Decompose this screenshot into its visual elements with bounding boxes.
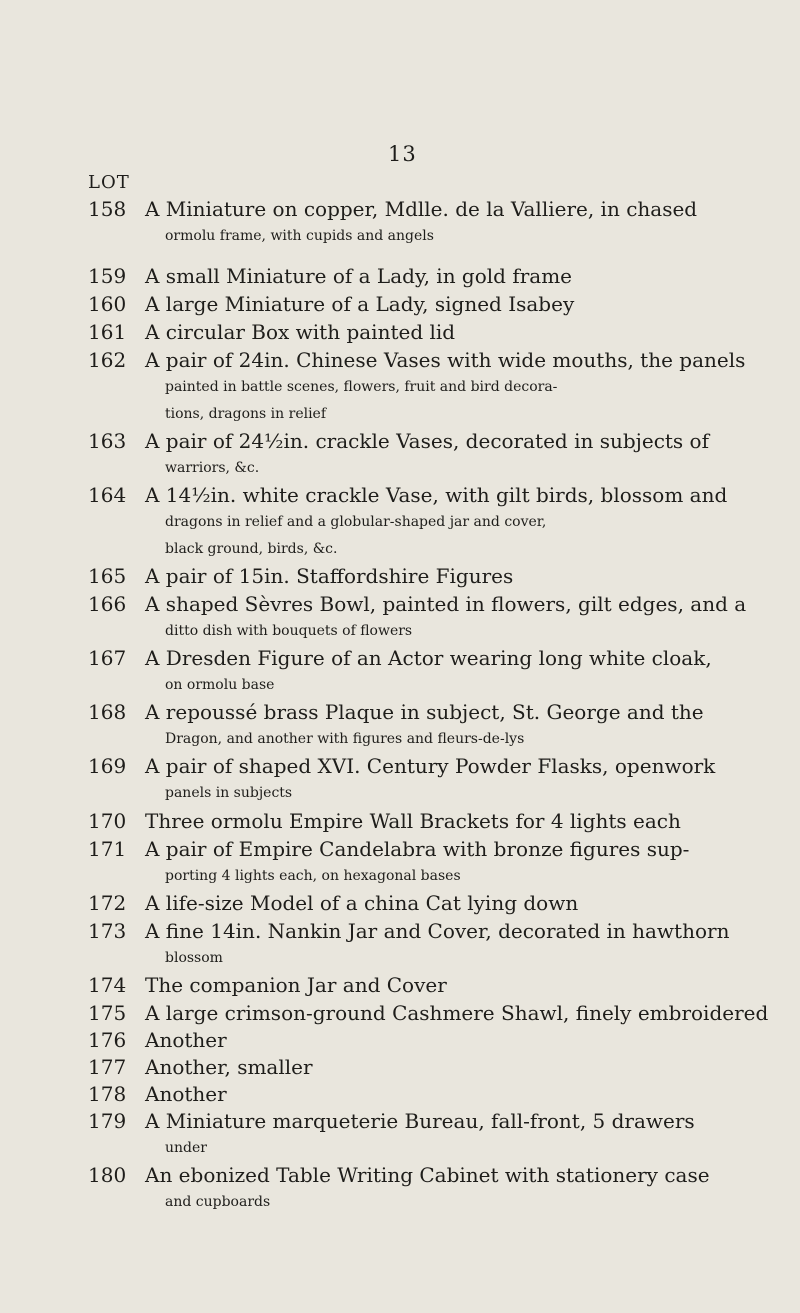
lot-description	[145, 1027, 775, 1054]
lot-number: 161	[88, 320, 127, 344]
lot-description-line: dragons in relief and a globular-shaped jar and cover,	[165, 514, 547, 530]
lot-description-line: A Miniature marqueterie Bureau, fall-front, 5 drawers	[145, 1109, 695, 1133]
lot-number: 164	[88, 483, 127, 507]
lot-number: 174	[88, 973, 127, 997]
lot-description	[145, 347, 775, 428]
lot-number: 160	[88, 292, 127, 316]
page-number: 13	[388, 142, 417, 166]
lot-number: 168	[88, 700, 127, 724]
lot-description-line: The companion Jar and Cover	[145, 973, 447, 997]
lot-description-line: under	[165, 1140, 207, 1156]
lot-description	[145, 890, 775, 917]
lot-number: 167	[88, 646, 127, 670]
lot-number: 166	[88, 592, 127, 616]
lot-description	[145, 1054, 775, 1081]
lot-number: 179	[88, 1109, 127, 1133]
lot-description	[145, 836, 775, 890]
lot-description	[145, 563, 775, 590]
lot-description-line: ormolu frame, with cupids and angels	[165, 228, 434, 244]
lot-number: 180	[88, 1163, 127, 1187]
lot-description	[145, 263, 775, 290]
lot-description-line: A pair of 15in. Staffordshire Figures	[145, 564, 514, 588]
lot-description-line: A small Miniature of a Lady, in gold frame	[145, 264, 573, 288]
lot-number: 162	[88, 348, 127, 372]
lot-number: 172	[88, 891, 127, 915]
lot-description-line: A pair of Empire Candelabra with bronze figures sup-	[145, 837, 690, 861]
lot-description-line: A Miniature on copper, Mdlle. de la Valliere, in chased	[145, 197, 698, 221]
lot-number: 158	[88, 197, 127, 221]
lot-description	[145, 428, 775, 482]
lot-description-line: on ormolu base	[165, 677, 275, 693]
lot-description-line: A shaped Sèvres Bowl, painted in flowers, gilt edges, and a	[145, 592, 747, 616]
lot-description-line: Dragon, and another with figures and fleurs-de-lys	[165, 731, 525, 747]
lot-description-line: An ebonized Table Writing Cabinet with stationery case	[145, 1163, 710, 1187]
lot-description	[145, 196, 775, 250]
lot-number: 170	[88, 809, 127, 833]
lot-description-line: porting 4 lights each, on hexagonal bases	[165, 868, 461, 884]
lot-description	[145, 319, 775, 346]
lot-description	[145, 291, 775, 318]
lot-number: 169	[88, 754, 127, 778]
lot-number: 165	[88, 564, 127, 588]
lot-number: 163	[88, 429, 127, 453]
lot-description-line: ditto dish with bouquets of flowers	[165, 623, 413, 639]
lot-description-line: A pair of 24in. Chinese Vases with wide mouths, the panels	[145, 348, 746, 372]
lot-description	[145, 1108, 775, 1162]
lot-description-line: A large crimson-ground Cashmere Shawl, finely embroidered	[145, 1001, 769, 1025]
lot-description	[145, 808, 775, 835]
lot-description	[145, 1081, 775, 1108]
lot-description	[145, 591, 775, 645]
lot-number: 175	[88, 1001, 127, 1025]
lot-column-header: LOT	[88, 172, 130, 193]
lot-description	[145, 918, 775, 972]
lot-description-line: A repoussé brass Plaque in subject, St. George and the	[145, 700, 704, 724]
lot-number: 177	[88, 1055, 127, 1079]
lot-description-line: A pair of 24½in. crackle Vases, decorated in subjects of	[145, 429, 709, 453]
lot-number: 178	[88, 1082, 127, 1106]
lot-description	[145, 699, 775, 753]
lot-number: 176	[88, 1028, 127, 1052]
lot-description-line: Another	[145, 1028, 227, 1052]
lot-description	[145, 482, 775, 563]
lot-description-line: A Dresden Figure of an Actor wearing long white cloak,	[145, 646, 712, 670]
lot-description	[145, 1000, 775, 1027]
lot-description-line: blossom	[165, 950, 223, 966]
lot-description-line: A pair of shaped XVI. Century Powder Flasks, openwork	[145, 754, 716, 778]
lot-description-line: A 14½in. white crackle Vase, with gilt birds, blossom and	[145, 483, 728, 507]
lot-description-line: panels in subjects	[165, 785, 293, 801]
lot-number: 159	[88, 264, 127, 288]
lot-number: 171	[88, 837, 127, 861]
lot-description	[145, 1162, 775, 1216]
lot-number: 173	[88, 919, 127, 943]
lot-description-line: A fine 14in. Nankin Jar and Cover, decorated in hawthorn	[145, 919, 730, 943]
lot-description-line: warriors, &c.	[165, 460, 260, 476]
lot-description	[145, 645, 775, 699]
lot-description-line: A large Miniature of a Lady, signed Isabey	[145, 292, 575, 316]
lot-description-line: A life-size Model of a china Cat lying down	[145, 891, 579, 915]
lot-description-line: and cupboards	[165, 1194, 271, 1210]
lot-description-line: Three ormolu Empire Wall Brackets for 4 lights each	[145, 809, 681, 833]
lot-description-line: Another	[145, 1082, 227, 1106]
lot-description-line: painted in battle scenes, flowers, fruit and bird decora-	[165, 379, 558, 395]
lot-description-line: black ground, birds, &c.	[165, 541, 338, 557]
lot-description-line: Another, smaller	[145, 1055, 313, 1079]
lot-description	[145, 753, 775, 807]
lot-description-line: A circular Box with painted lid	[145, 320, 456, 344]
lot-description-line: tions, dragons in relief	[165, 406, 327, 422]
lot-description	[145, 972, 775, 999]
